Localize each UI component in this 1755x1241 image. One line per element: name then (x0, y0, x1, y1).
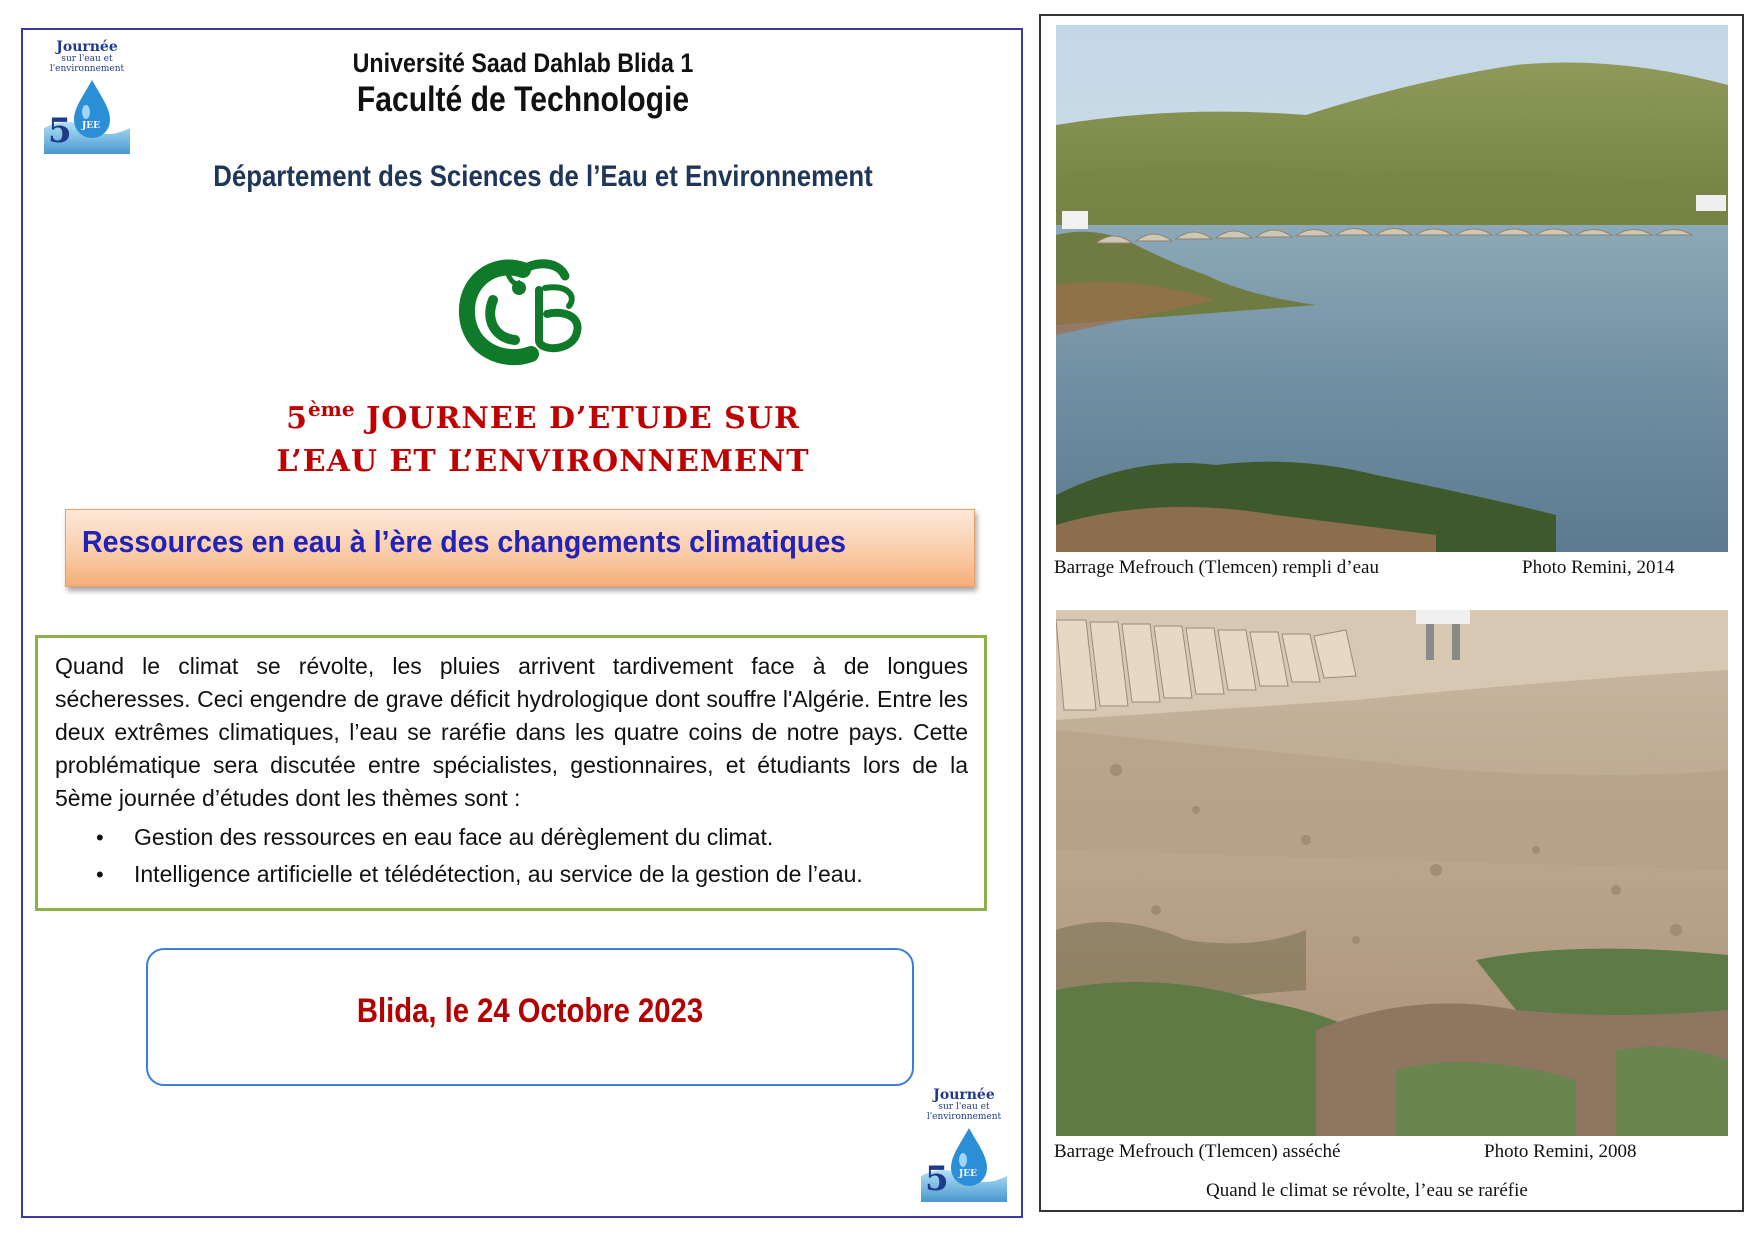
event-date: Blida, le 24 Octobre 2023 (356, 992, 704, 1030)
university-name: Université Saad Dahlab Blida 1 (352, 48, 694, 78)
list-item: • Intelligence artificielle et télédétection, au service de la gestion de l’eau. (96, 856, 976, 893)
event-title-line1 (143, 388, 943, 440)
faculty-name: Faculté de Technologie (356, 80, 690, 119)
dry-dam-caption: Barrage Mefrouch (Tlemcen) asséché (1054, 1141, 1341, 1162)
theme-list (96, 819, 976, 893)
logo-number: 5 (925, 1159, 949, 1199)
logo-subtitle: sur l'eau et l'environnement (926, 1102, 1002, 1122)
logo-title: Journée (933, 1087, 995, 1103)
poster-panel (21, 28, 1023, 1218)
jee-logo-top (41, 40, 133, 154)
theme-banner (65, 509, 975, 587)
panel-footer-caption: Quand le climat se révolte, l’eau se raréfie (1206, 1180, 1528, 1201)
university-emblem-icon (455, 242, 593, 374)
full-dam-credit: Photo Remini, 2014 (1522, 557, 1675, 578)
logo-subtitle: sur l'eau et l'environnement (49, 54, 125, 74)
dam-full-image (1056, 25, 1728, 552)
dam-dry-image (1056, 610, 1728, 1136)
dam-dry-photo (1056, 610, 1728, 1136)
logo-badge: JEE (82, 121, 100, 131)
water-drop-icon (919, 1124, 1009, 1202)
list-item: • Gestion des ressources en eau face au dérèglement du climat. (96, 819, 976, 856)
jee-logo-bottom (918, 1088, 1010, 1202)
dam-full-photo (1056, 25, 1728, 552)
dry-dam-credit: Photo Remini, 2008 (1484, 1141, 1637, 1162)
event-title (143, 388, 943, 483)
description-paragraph: Quand le climat se révolte, les pluies arrivent tardivement face à de longues sécheresses. Ceci engendre de grave déficit hydrologique dont souffre l'Algérie. Entre les deux extrêmes climatiques, l’eau se raréfie dans les quatre coins de notre pays. Cette problématique sera discutée entre spécialistes, gestionnaires, et étudiants lors de la 5ème journée d’études dont les thèmes sont : (55, 653, 968, 811)
description-box (35, 635, 987, 911)
photo-panel (1039, 14, 1744, 1212)
event-title-line1-text: JOURNEE D’ETUDE SUR (366, 401, 800, 436)
theme-text: Ressources en eau à l’ère des changements climatiques (82, 524, 847, 559)
department-name: Département des Sciences de l’Eau et Environnement (213, 160, 873, 193)
event-title-line2: L’EAU ET L’ENVIRONNEMENT (276, 444, 810, 479)
date-box (146, 948, 914, 1086)
full-dam-caption: Barrage Mefrouch (Tlemcen) rempli d’eau (1054, 557, 1379, 578)
logo-title: Journée (56, 39, 118, 55)
event-ordinal-suffix: ème (307, 397, 355, 421)
event-ordinal: 5 (286, 401, 308, 436)
logo-badge: JEE (959, 1169, 977, 1179)
logo-number: 5 (48, 111, 72, 151)
water-drop-icon (42, 76, 132, 154)
